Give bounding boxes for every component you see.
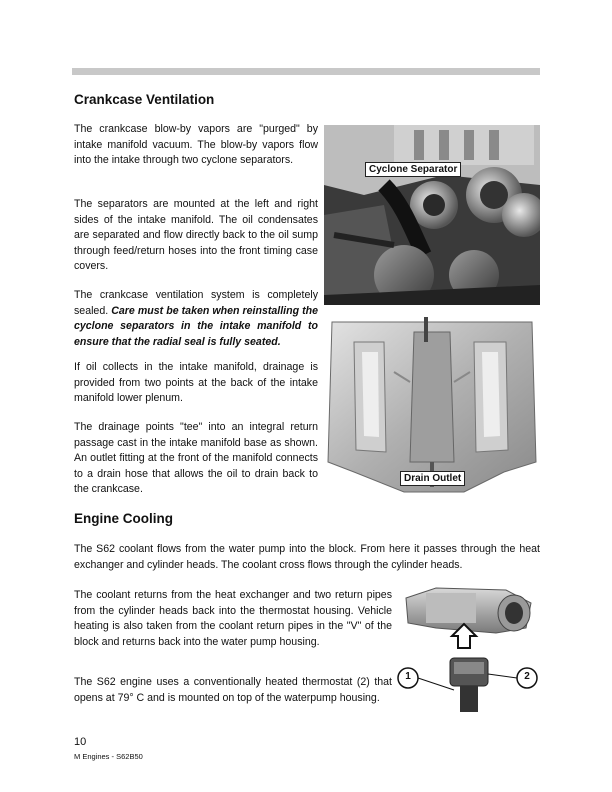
- crankcase-paragraph-3: [74, 288, 318, 350]
- callout-2: 2: [524, 671, 530, 682]
- cooling-paragraph-1: The S62 coolant flows from the water pump into the block. From here it passes through the heat exchanger and cylinder heads. The coolant cross flows through the cylinder heads.: [74, 543, 540, 571]
- crankcase-p3-text: The crankcase ventilation system is completely sealed.: [74, 289, 318, 317]
- section-title-cooling: Engine Cooling: [74, 511, 173, 526]
- callout-1: 1: [405, 671, 411, 682]
- section-title-crankcase: Crankcase Ventilation: [74, 92, 215, 107]
- cyclone-separator-photo: [324, 125, 540, 305]
- crankcase-p3-warning: Care must be taken when reinstalling the cyclone separators in the intake manifold to ensure that the radial seal is fully seated.: [74, 304, 318, 348]
- drain-outlet-label: Drain Outlet: [400, 471, 465, 486]
- header-rule: [72, 68, 540, 75]
- intake-manifold-base-photo: [324, 312, 540, 495]
- crankcase-paragraph-2: The separators are mounted at the left and right sides of the intake manifold. The oil condensates are separated and flow directly back to the oil sump through feed/return hoses into the front timing case covers.: [74, 198, 318, 272]
- crankcase-paragraph-5: The drainage points "tee" into an integral return passage cast in the intake manifold base as shown. An outlet fitting at the front of the manifold connects to a drain hose that allows the oil to drain back to the crankcase.: [74, 421, 318, 495]
- footer-doc-title: M Engines - S62B50: [74, 752, 143, 761]
- cooling-paragraph-2: The coolant returns from the heat exchanger and two return pipes from the cylinder heads back into the thermostat housing. Vehicle heating is also taken from the coolant return pipes in the "V" of the block and returns back into the water pump housing.: [74, 589, 392, 648]
- thermostat-housing-photo: [396, 578, 540, 718]
- page-number: 10: [74, 736, 87, 748]
- crankcase-paragraph-1: The crankcase blow-by vapors are "purged" by intake manifold vacuum. The blow-by vapors flow into the intake through two cyclone separators.: [74, 123, 318, 166]
- cooling-paragraph-3: The S62 engine uses a conventionally heated thermostat (2) that opens at 79° C and is mounted on top of the waterpump housing.: [74, 676, 392, 704]
- cyclone-separator-label: Cyclone Separator: [365, 162, 461, 177]
- crankcase-paragraph-4: If oil collects in the intake manifold, drainage is provided from two points at the back of the intake manifold lower plenum.: [74, 361, 318, 404]
